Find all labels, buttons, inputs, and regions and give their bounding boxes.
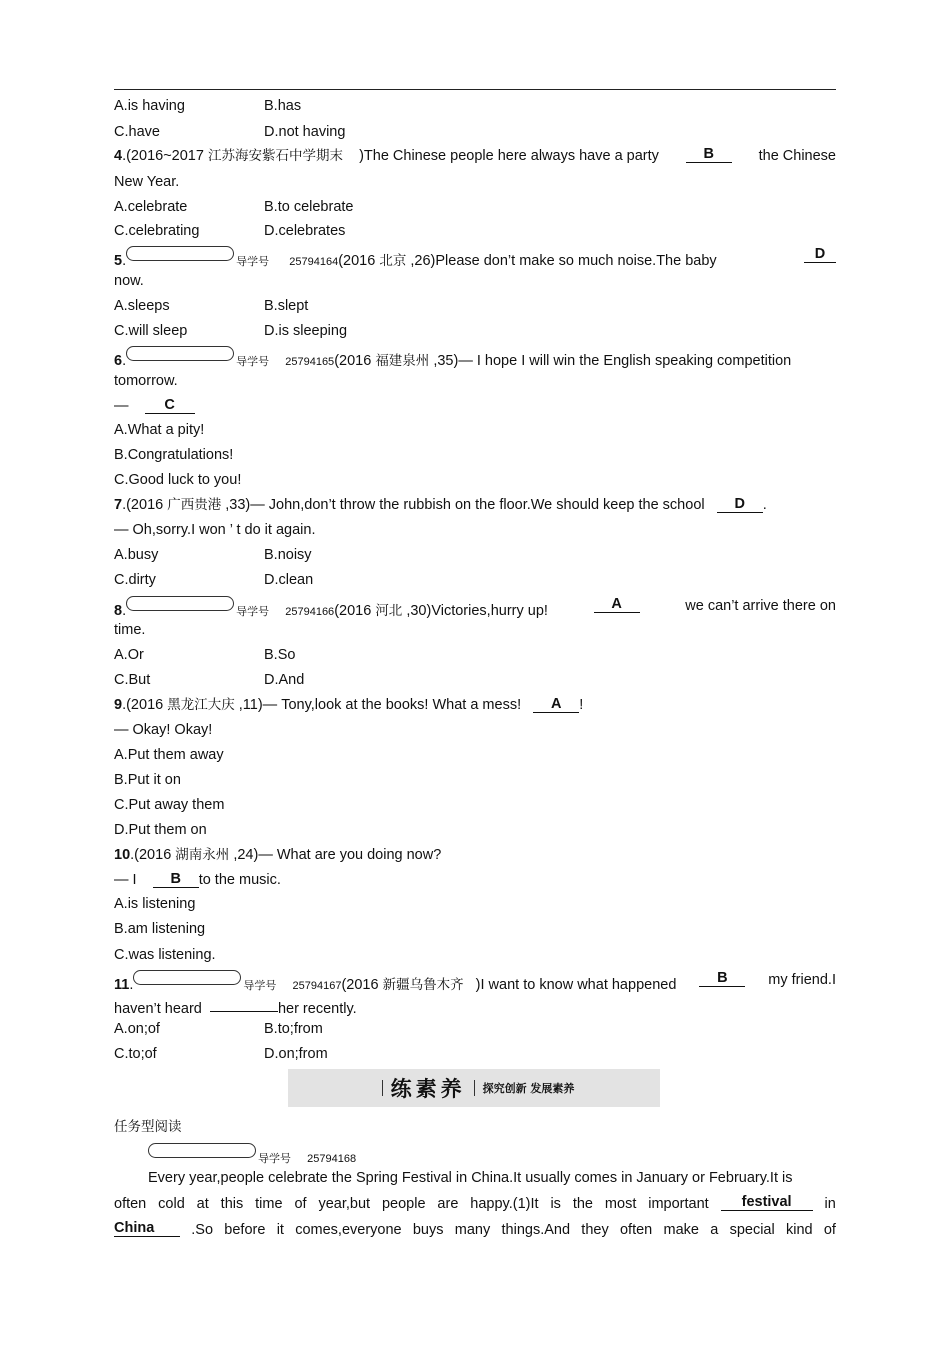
divider — [382, 1080, 383, 1096]
word: kind — [785, 1222, 813, 1238]
answer-blank: D — [717, 496, 763, 513]
tag-label: 导学号 — [243, 979, 277, 992]
q8-stem: 8. 导学号 25794166(2016 河北 ,30)Victories,hurry up! A we can’t arrive there on — [114, 596, 836, 619]
source-name: 江苏海安紫石中学期末 — [207, 148, 343, 164]
q4-stem: 4.(2016~2017 江苏海安紫石中学期末 )The Chinese people here always have a party B the Chinese — [114, 146, 836, 164]
source-name: 北京 — [379, 253, 407, 269]
q3-options-row-2 — [114, 122, 836, 142]
option-c: C.dirty — [114, 572, 156, 588]
q10-response-line: — I B to the music. — [114, 871, 281, 888]
answer-pill-box — [126, 246, 234, 261]
q4-stem-line-2: New Year. — [114, 174, 180, 190]
item-id: 25794164 — [289, 256, 339, 268]
option-c: C.Put away them — [114, 797, 225, 813]
question-text: ,30)Victories,hurry up! — [406, 603, 548, 619]
question-text: ,11)— Tony,look at the books! What a mess! — [238, 697, 522, 713]
question-number: 8 — [114, 603, 123, 619]
question-number: 6 — [114, 353, 123, 369]
question-text: ,33)— John,don’t throw the rubbish on the floor.We should keep the school — [225, 497, 705, 513]
question-number: 11 — [114, 977, 130, 993]
word: a — [710, 1222, 719, 1238]
word: before — [224, 1222, 266, 1238]
word: many — [454, 1222, 491, 1238]
q11-options-row-2 — [114, 1044, 836, 1064]
answer-blank: D — [804, 246, 836, 263]
answer-blank: A — [594, 596, 640, 613]
q7-stem: 7.(2016 广西贵港 ,33)— John,don’t throw the rubbish on the floor.We should keep the school D . — [114, 496, 767, 513]
source-name: 湖南永州 — [175, 847, 230, 863]
word: at — [196, 1196, 209, 1212]
answer-blank: B — [686, 146, 732, 163]
source-name: 福建泉州 — [375, 353, 430, 369]
word: it — [276, 1222, 284, 1238]
tag-label: 导学号 — [236, 255, 270, 268]
question-number: 4 — [114, 148, 123, 164]
option-b: B.to celebrate — [264, 199, 354, 215]
q11-stem-line-2: haven’t heard her recently. — [114, 995, 836, 1015]
word: special — [729, 1222, 775, 1238]
source-name: 河北 — [375, 603, 403, 619]
tag-label: 导学号 — [258, 1152, 291, 1165]
word: they — [581, 1222, 609, 1238]
word: is — [550, 1196, 561, 1212]
option-c: C.celebrating — [114, 223, 200, 239]
option-b: B.Congratulations! — [114, 447, 234, 463]
option-c: C.Good luck to you! — [114, 472, 242, 488]
word: often — [619, 1222, 653, 1238]
option-a: A.sleeps — [114, 298, 170, 314]
q8-options-row-1 — [114, 645, 836, 665]
word: make — [663, 1222, 699, 1238]
word: things.And — [501, 1222, 571, 1238]
question-number: 5 — [114, 253, 123, 269]
q4-options-row-1 — [114, 197, 836, 217]
q7-options-row-2 — [114, 570, 836, 590]
option-b: B.to;from — [264, 1021, 323, 1037]
word: of — [294, 1196, 307, 1212]
q6-stem-line-2: tomorrow. — [114, 373, 178, 389]
q9-stem-line-2: — Okay! Okay! — [114, 722, 213, 738]
tag-label: 导学号 — [236, 355, 270, 368]
q6-response-line: — C — [114, 396, 836, 416]
word: comes,everyone — [295, 1222, 402, 1238]
word: most — [604, 1196, 637, 1212]
q6-stem: 6. 导学号 25794165(2016 福建泉州 ,35)— I hope I will win the English speaking competition — [114, 346, 836, 366]
divider — [474, 1080, 475, 1096]
q10-stem: 10.(2016 湖南永州 ,24)— What are you doing now? — [114, 847, 442, 863]
option-a: A.is having — [114, 98, 185, 114]
reading-heading: 任务型阅读 — [114, 1119, 182, 1135]
option-d: D.is sleeping — [264, 323, 348, 339]
q5-options-row-2 — [114, 321, 836, 341]
answer-pill-box — [126, 596, 234, 611]
word: in — [824, 1196, 836, 1212]
question-text: ,26)Please don’t make so much noise.The baby — [410, 253, 717, 269]
option-c: C.But — [114, 672, 151, 688]
answer-blank: B — [153, 871, 199, 888]
option-c: C.will sleep — [114, 323, 188, 339]
header-rule — [114, 89, 836, 90]
option-a: A.Put them away — [114, 747, 224, 763]
word: time — [255, 1196, 283, 1212]
option-b: B.am listening — [114, 921, 206, 937]
option-a: A.on;of — [114, 1021, 160, 1037]
q11-stem: 11. 导学号 25794167(2016 新疆乌鲁木齐 )I want to know what happened B my friend.I — [114, 970, 836, 993]
option-d: D.celebrates — [264, 223, 346, 239]
reading-paragraph-line-2 — [114, 1194, 836, 1214]
q7-stem-line-2: — Oh,sorry.I won ’ t do it again. — [114, 522, 316, 538]
option-c: C.was listening. — [114, 947, 216, 963]
question-text: ,35)— I hope I will win the English speaking competition — [433, 353, 792, 369]
answer-blank: C — [145, 397, 195, 414]
section-banner — [288, 1069, 660, 1107]
q5-stem-line-2: now. — [114, 273, 144, 289]
word: cold — [158, 1196, 185, 1212]
source-name: 广西贵港 — [167, 497, 222, 513]
option-c: C.to;of — [114, 1046, 157, 1062]
answer-blank-empty — [210, 995, 278, 1012]
q11-options-row-1 — [114, 1019, 836, 1039]
word: people — [381, 1196, 426, 1212]
option-c: C.have — [114, 124, 160, 140]
q5-options-row-1 — [114, 296, 836, 316]
option-b: B.noisy — [264, 547, 312, 563]
answer-pill-box — [126, 346, 234, 361]
item-id: 25794168 — [307, 1153, 357, 1165]
option-d: D.not having — [264, 124, 346, 140]
option-b: B.has — [264, 98, 302, 114]
option-a: A.is listening — [114, 896, 196, 912]
option-d: D.Put them on — [114, 822, 207, 838]
reading-paragraph-line-3 — [114, 1220, 836, 1240]
item-id: 25794166 — [285, 606, 335, 618]
source-name: 新疆乌鲁木齐 — [382, 977, 464, 993]
q3-options-row-1 — [114, 96, 836, 116]
tag-label: 导学号 — [236, 605, 270, 618]
question-number: 9 — [114, 697, 123, 713]
word: of — [823, 1222, 836, 1238]
answer-blank-1: festival — [721, 1194, 813, 1211]
option-b: B.slept — [264, 298, 309, 314]
question-text: )I want to know what happened — [475, 977, 677, 993]
word: year,but — [318, 1196, 371, 1212]
word: important — [648, 1196, 709, 1212]
answer-pill-box — [148, 1143, 256, 1158]
q8-options-row-2 — [114, 670, 836, 690]
option-d: D.on;from — [264, 1046, 328, 1062]
word: often — [114, 1196, 147, 1212]
source-name: 黑龙江大庆 — [167, 697, 235, 713]
section-title: 练素养 — [390, 1076, 466, 1101]
word: this — [220, 1196, 244, 1212]
option-b: B.So — [264, 647, 296, 663]
item-id: 25794165 — [285, 356, 335, 368]
option-d: D.clean — [264, 572, 314, 588]
option-a: A.Or — [114, 647, 144, 663]
q5-stem: 5. 导学号 25794164(2016 北京 ,26)Please don’t make so much noise.The baby D — [114, 246, 836, 266]
option-d: D.And — [264, 672, 305, 688]
option-a: A.celebrate — [114, 199, 188, 215]
question-number: 10 — [114, 847, 131, 863]
option-a: A.What a pity! — [114, 422, 205, 438]
reading-paragraph-line-1: Every year,people celebrate the Spring Festival in China.It usually comes in January or February.It is — [148, 1170, 793, 1186]
item-id: 25794167 — [292, 980, 342, 992]
question-text: ,24)— What are you doing now? — [233, 847, 442, 863]
q8-stem-line-2: time. — [114, 622, 146, 638]
question-text: )The Chinese people here always have a party — [359, 148, 659, 164]
word: happy.(1)It — [470, 1196, 539, 1212]
option-b: B.Put it on — [114, 772, 181, 788]
word: buys — [412, 1222, 444, 1238]
answer-blank: A — [533, 696, 579, 713]
word: are — [437, 1196, 459, 1212]
answer-blank-2: China — [114, 1220, 180, 1237]
section-subtitle: 探究创新 发展素养 — [482, 1082, 575, 1095]
reading-tag-line — [148, 1143, 548, 1163]
q4-options-row-2 — [114, 221, 836, 241]
answer-blank: B — [699, 970, 745, 987]
word: the — [572, 1196, 594, 1212]
answer-pill-box — [133, 970, 241, 985]
question-number: 7 — [114, 497, 123, 513]
word: .So — [191, 1222, 214, 1238]
option-a: A.busy — [114, 547, 159, 563]
q7-options-row-1 — [114, 545, 836, 565]
q9-stem: 9.(2016 黑龙江大庆 ,11)— Tony,look at the books! What a mess! A ! — [114, 696, 584, 713]
